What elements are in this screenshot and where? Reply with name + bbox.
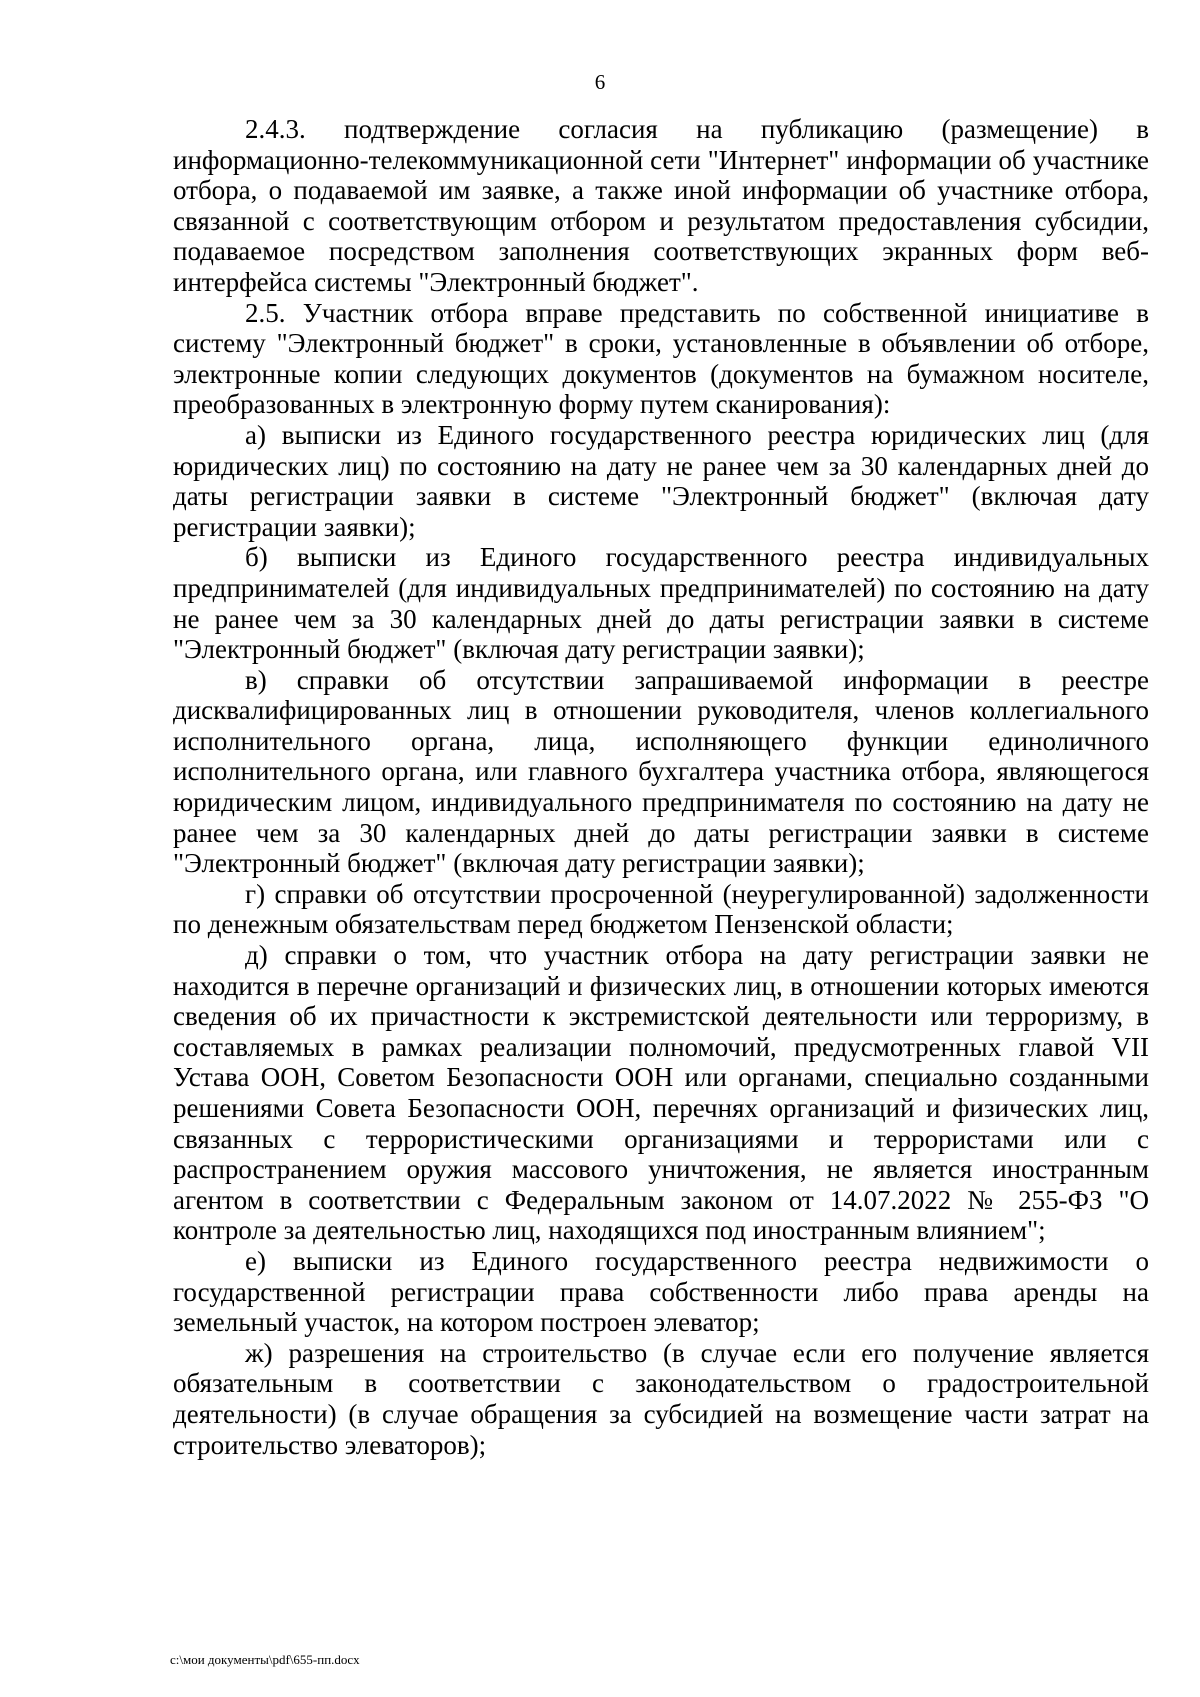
page-number: 6 — [594, 70, 606, 94]
document-body — [173, 114, 1149, 1460]
list-item-zh: ж) разрешения на строительство (в случае если его получение является обязательным в соответствии с законодательством о градостроительной деятельности) (в случае обращения за субсидией на возмещение части затрат на строительство элеваторов); — [173, 1337, 1149, 1460]
list-item-a: а) выписки из Единого государственного реестра юридических лиц (для юридических лиц) по состоянию на дату не ранее чем за 30 календарных дней до даты регистрации заявки в системе "Электронный бюджет" (включая дату регистрации заявки); — [173, 419, 1149, 542]
list-item-v: в) справки об отсутствии запрашиваемой информации в реестре дисквалифицированных лиц в отношении руководителя, членов коллегиального исполнительного органа, лица, исполняющего функции единоличного исполнительного органа, или главного бухгалтера участника отбора, являющегося юридическим лицом, индивидуального предпринимателя по состоянию на дату не ранее чем за 30 календарных дней до даты регистрации заявки в системе "Электронный бюджет" (включая дату регистрации заявки); — [173, 664, 1149, 879]
list-item-d: д) справки о том, что участник отбора на дату регистрации заявки не находится в перечне организаций и физических лиц, в отношении которых имеются сведения об их причастности к экстремистской деятельности или терроризму, в составляемых в рамках реализации полномочий, предусмотренных главой VII Устава ООН, Советом Безопасности ООН или органами, специально созданными решениями Совета Безопасности ООН, перечнях организаций и физических лиц, связанных с террористическими организациями и террористами или с распространением оружия массового уничтожения, не является иностранным агентом в соответствии с Федеральным законом от 14.07.2022 № 255-ФЗ "О контроле за деятельностью лиц, находящихся под иностранным влиянием"; — [173, 940, 1149, 1246]
footer-file-path: c:\мои документы\pdf\655-пп.docx — [170, 1652, 360, 1667]
paragraph-2-4-3: 2.4.3. подтверждение согласия на публикацию (размещение) в информационно-телекоммуникационной сети "Интернет" информации об участнике отбора, о подаваемой им заявке, а также иной информации об участнике отбора, связанной с соответствующим отбором и результатом предоставления субсидии, подаваемое посредством заполнения соответствующих экранных форм веб-интерфейса системы "Электронный бюджет". — [173, 114, 1149, 297]
list-item-e: е) выписки из Единого государственного реестра недвижимости о государственной регистрации права собственности либо права аренды на земельный участок, на котором построен элеватор; — [173, 1245, 1149, 1338]
paragraph-2-5: 2.5. Участник отбора вправе представить по собственной инициативе в систему "Электронный бюджет" в сроки, установленные в объявлении об отборе, электронные копии следующих документов (документов на бумажном носителе, преобразованных в электронную форму путем сканирования): — [173, 297, 1149, 420]
list-item-g: г) справки об отсутствии просроченной (неурегулированной) задолженности по денежным обязательствам перед бюджетом Пензенской области; — [173, 878, 1149, 940]
list-item-b: б) выписки из Единого государственного реестра индивидуальных предпринимателей (для индивидуальных предпринимателей) по состоянию на дату не ранее чем за 30 календарных дней до даты регистрации заявки в системе "Электронный бюджет" (включая дату регистрации заявки); — [173, 542, 1149, 665]
